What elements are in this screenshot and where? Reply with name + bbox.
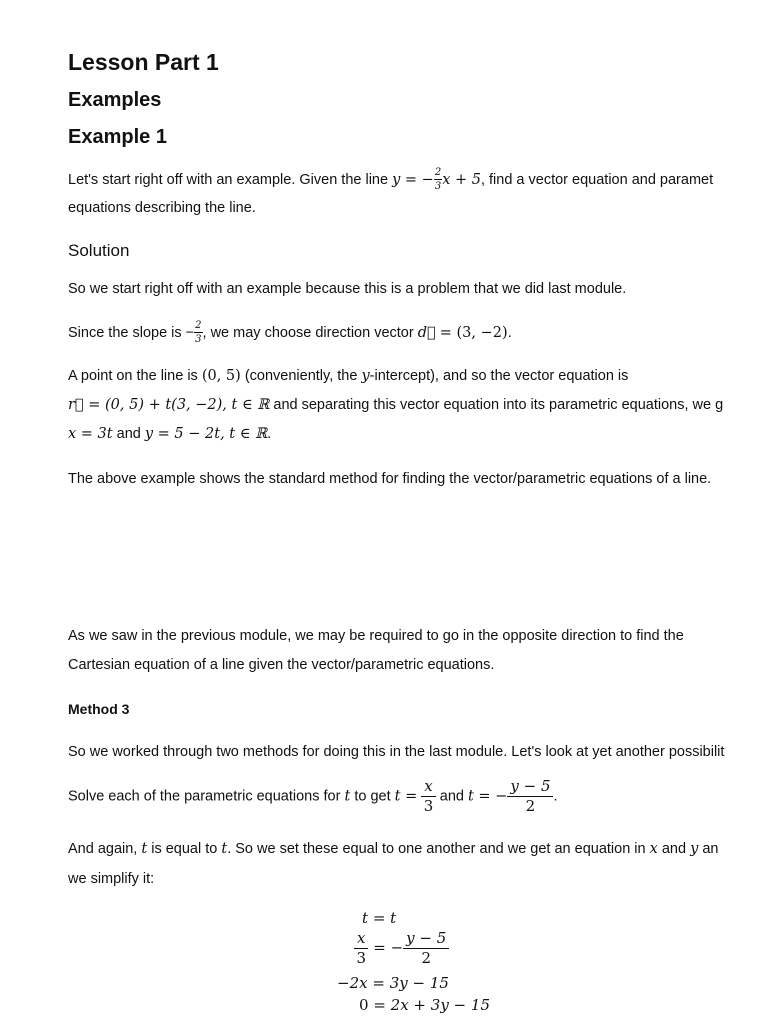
para-worked: So we worked through two methods for doing this in the last module. Let's look at yet another possibilit [68, 744, 725, 760]
eq-row-1: t = t [362, 909, 397, 927]
eq-row-4: 0 = 2x + 3y − 15 [359, 996, 490, 1014]
again-line-1: And again, t is equal to t. So we set these equal to one another and we get an equation in x and y an [68, 841, 719, 857]
point-line-1: A point on the line is (0, 5) (conveniently, the y-intercept), and so the vector equation is [68, 368, 629, 384]
para-saw-2: Cartesian equation of a line given the vector/parametric equations. [68, 657, 495, 673]
para-method: The above example shows the standard method for finding the vector/parametric equations of a line. [68, 471, 712, 487]
section-heading: Examples [68, 89, 162, 111]
eq-row-2: $\frac{x}{3}$ = − $\frac{y - 5}{2}$ [354, 931, 449, 966]
slope-line: Since the slope is − $\frac{2}{3}$ , we may choose direction vector d⃗ = (3, −2). [68, 320, 512, 345]
para-start: So we start right off with an example because this is a problem that we did last module. [68, 281, 627, 297]
point-line-2: r⃗ = (0, 5) + t(3, −2), t ∈ ℝ and separating this vector equation into its parametric equations, we g [68, 397, 724, 413]
eq-row-3: −2x = 3y − 15 [337, 974, 449, 992]
example-heading: Example 1 [68, 126, 167, 148]
fraction-x-over-3: $\frac{x}{3}$ [421, 779, 435, 814]
intro-line-2: equations describing the line. [68, 200, 256, 216]
fraction-y-minus-5-over-2: $\frac{y - 5}{2}$ [403, 931, 449, 966]
fraction-two-thirds: $\frac{2}{3}$ [195, 320, 202, 345]
para-saw-1: As we saw in the previous module, we may be required to go in the opposite direction to find the [68, 628, 684, 644]
method3-heading: Method 3 [68, 701, 130, 717]
lesson-title: Lesson Part 1 [68, 49, 219, 75]
fraction-two-thirds: $\frac{2}{3}$ [434, 167, 442, 192]
fraction-y-minus-5-over-2: $\frac{y - 5}{2}$ [507, 779, 553, 814]
again-line-2: we simplify it: [68, 871, 155, 887]
solve-line: Solve each of the parametric equations for t to get t = $\frac{x}{3}$ and t = − $\frac{y - 5}{2}$ . [68, 777, 558, 815]
solution-heading: Solution [68, 241, 130, 260]
point-line-3: x = 3t and y = 5 − 2t, t ∈ ℝ. [68, 426, 272, 442]
fraction-x-over-3: $\frac{x}{3}$ [354, 931, 368, 966]
intro-line-1: Let's start right off with an example. Given the line y = − $\frac{2}{3}$ x + 5, find a vector equation and paramet [68, 167, 714, 192]
